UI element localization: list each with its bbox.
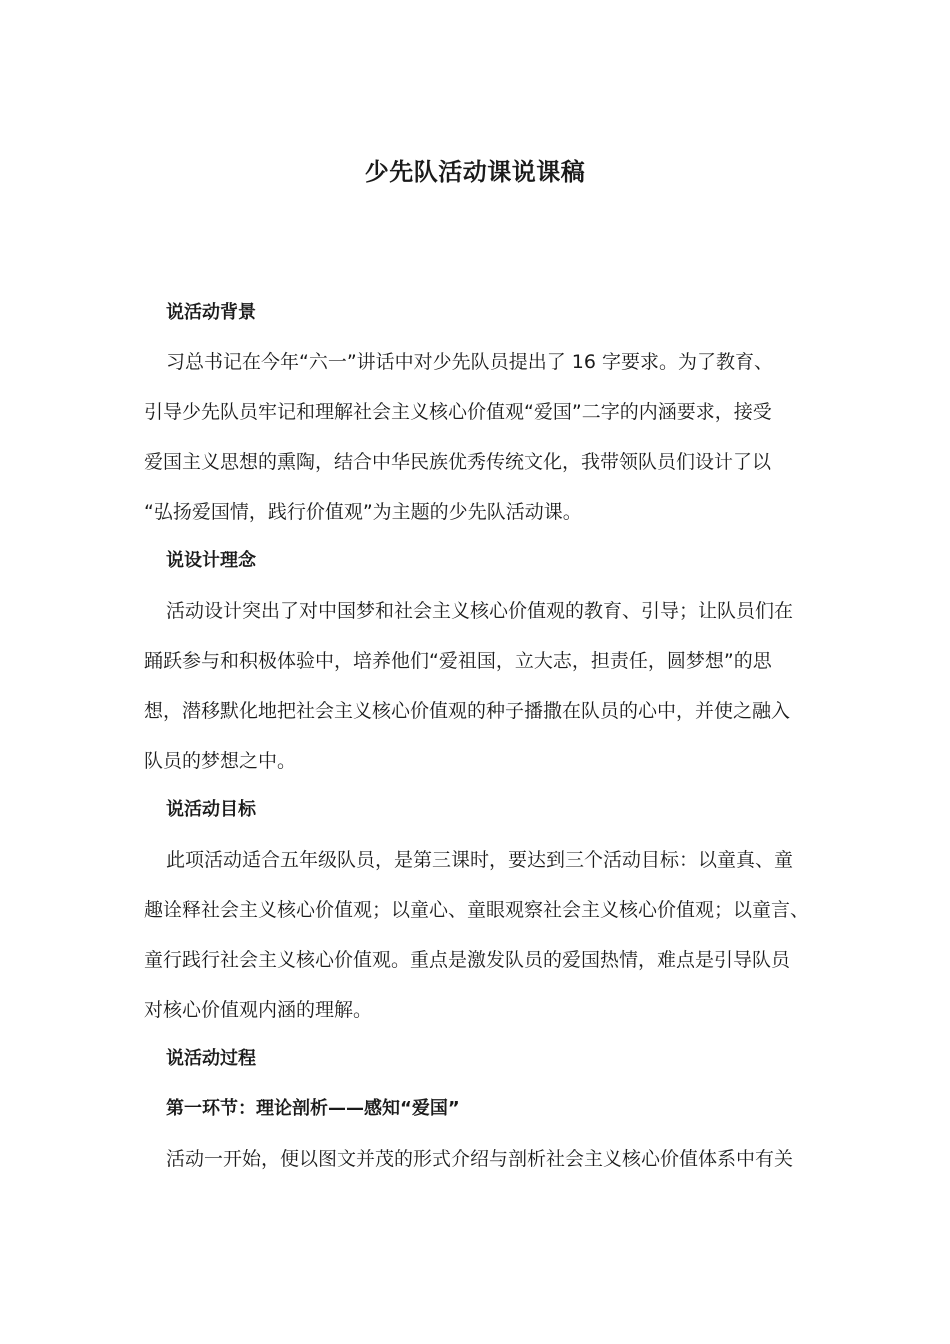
paragraph-line: 习总书记在今年“六一”讲话中对少先队员提出了 16 字要求。为了教育、 bbox=[166, 351, 773, 373]
section-heading-background: 说活动背景 bbox=[166, 302, 256, 323]
paragraph-line: 童行践行社会主义核心价值观。重点是激发队员的爱国热情，难点是引导队员 bbox=[144, 949, 791, 971]
paragraph-line: 趣诠释社会主义核心价值观；以童心、童眼观察社会主义核心价值观；以童言、 bbox=[144, 899, 810, 921]
document-title: 少先队活动课说课稿 bbox=[364, 158, 586, 186]
paragraph-line: 活动一开始，便以图文并茂的形式介绍与剖析社会主义核心价值体系中有关 bbox=[166, 1148, 794, 1170]
section-heading-design-concept: 说设计理念 bbox=[166, 550, 256, 571]
paragraph-line: 引导少先队员牢记和理解社会主义核心价值观“爱国”二字的内涵要求，接受 bbox=[144, 401, 772, 423]
paragraph-line: 爱国主义思想的熏陶，结合中华民族优秀传统文化，我带领队员们设计了以 bbox=[144, 451, 772, 473]
paragraph-line: 队员的梦想之中。 bbox=[144, 750, 297, 772]
paragraph-line: “弘扬爱国情，践行价值观”为主题的少先队活动课。 bbox=[144, 501, 582, 523]
paragraph-line: 此项活动适合五年级队员，是第三课时，要达到三个活动目标：以童真、童 bbox=[166, 849, 794, 871]
section-heading-goals: 说活动目标 bbox=[166, 799, 256, 820]
subsection-heading-stage-one: 第一环节：理论剖析——感知“爱国” bbox=[166, 1098, 460, 1119]
paragraph-line: 活动设计突出了对中国梦和社会主义核心价值观的教育、引导；让队员们在 bbox=[166, 600, 794, 622]
paragraph-line: 踊跃参与和积极体验中，培养他们“爱祖国，立大志，担责任，圆梦想”的思 bbox=[144, 650, 772, 672]
section-heading-process: 说活动过程 bbox=[166, 1048, 256, 1069]
paragraph-line: 想，潜移默化地把社会主义核心价值观的种子播撒在队员的心中，并使之融入 bbox=[144, 700, 791, 722]
paragraph-line: 对核心价值观内涵的理解。 bbox=[144, 999, 373, 1021]
